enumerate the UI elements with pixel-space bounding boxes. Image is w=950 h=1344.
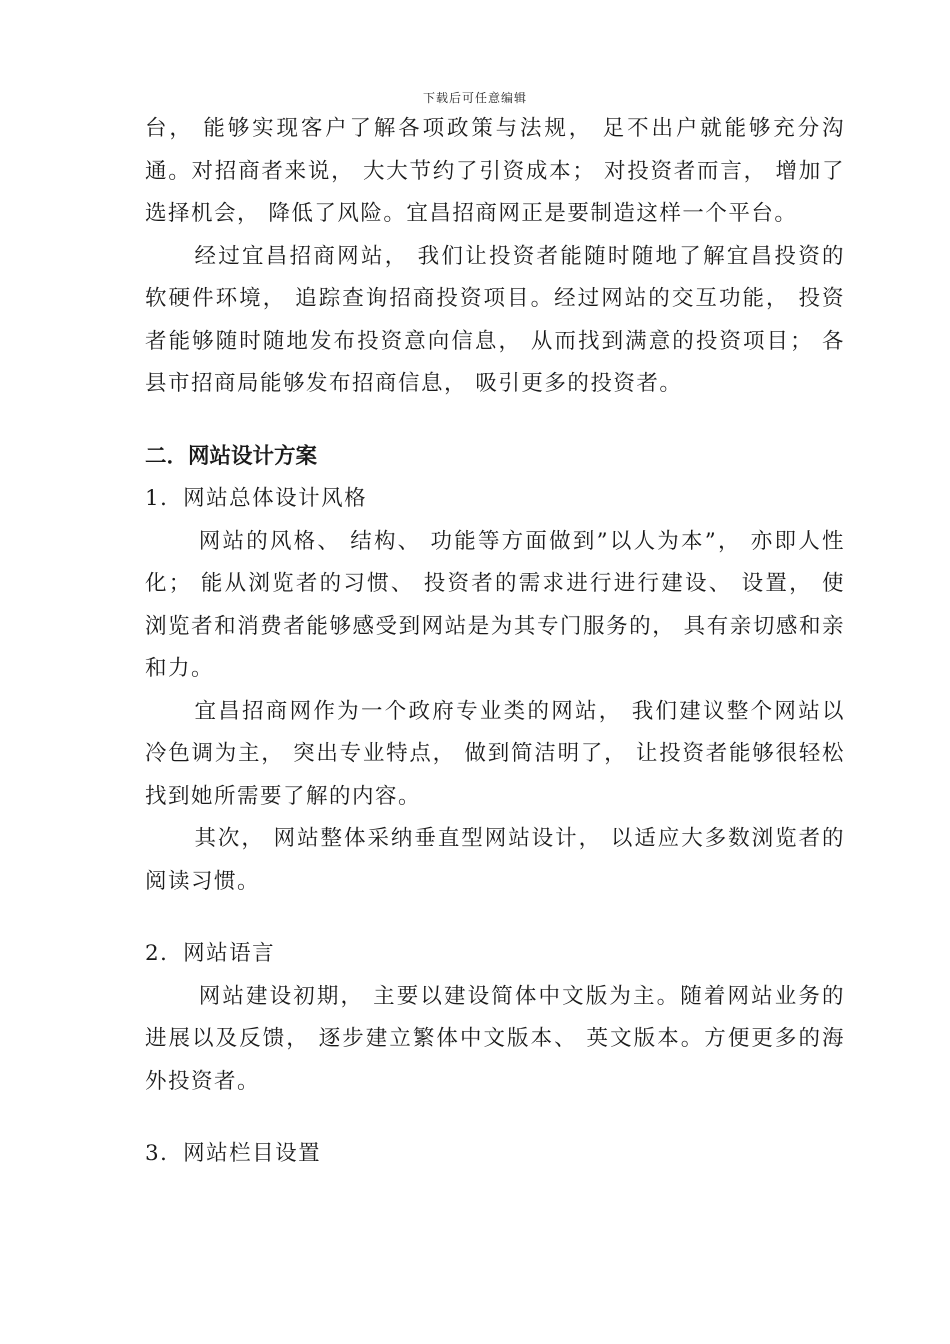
subheading-site-columns: 3．网站栏目设置 (145, 1141, 322, 1166)
paragraph-color-tone: 宜昌招商网作为一个政府专业类的网站， 我们建议整个网站以冷色调为主， 突出专业特点， 做到简洁明了， 让投资者能够很轻松找到她所需要了解的内容。 (145, 698, 845, 809)
section-gap (145, 406, 845, 436)
section-gap (145, 1103, 845, 1133)
subheading-site-language: 2．网站语言 (145, 941, 276, 966)
paragraph-platform-benefits: 台， 能够实现客户了解各项政策与法规， 足不出户就能够充分沟通。对招商者来说， 大大节约了引资成本； 对投资者而言， 增加了选择机会， 降低了风险。宜昌招商网正是要制造这样一个平台。 (145, 116, 845, 226)
paragraph-vertical-design: 其次， 网站整体采纳垂直型网站设计， 以适应大多数浏览者的阅读习惯。 (145, 826, 845, 894)
section-gap (145, 903, 845, 933)
paragraph-website-features: 经过宜昌招商网站， 我们让投资者能随时随地了解宜昌投资的软硬件环境， 追踪查询招商投资项目。经过网站的交互功能， 投资者能够随时随地发布投资意向信息， 从而找到满意的投资项目； 各县市招商局能够发布招商信息， 吸引更多的投资者。 (145, 243, 845, 396)
header-note: 下载后可任意编辑 (422, 91, 527, 105)
paragraph-style-structure: 网站的风格、 结构、 功能等方面做到”以人为本”， 亦即人性化； 能从浏览者的习惯、 投资者的需求进行进行建设、 设置， 使浏览者和消费者能够感受到网站是为其专门服务的， 具有亲切感和亲和力。 (145, 528, 845, 681)
paragraph-language-plan: 网站建设初期， 主要以建设简体中文版为主。随着网站业务的进展以及反馈， 逐步建立繁体中文版本、 英文版本。方便更多的海外投资者。 (145, 983, 845, 1094)
section-heading-design-plan: 二．网站设计方案 (145, 443, 318, 469)
document-body (145, 108, 845, 1176)
subheading-design-style: 1．网站总体设计风格 (145, 486, 368, 511)
